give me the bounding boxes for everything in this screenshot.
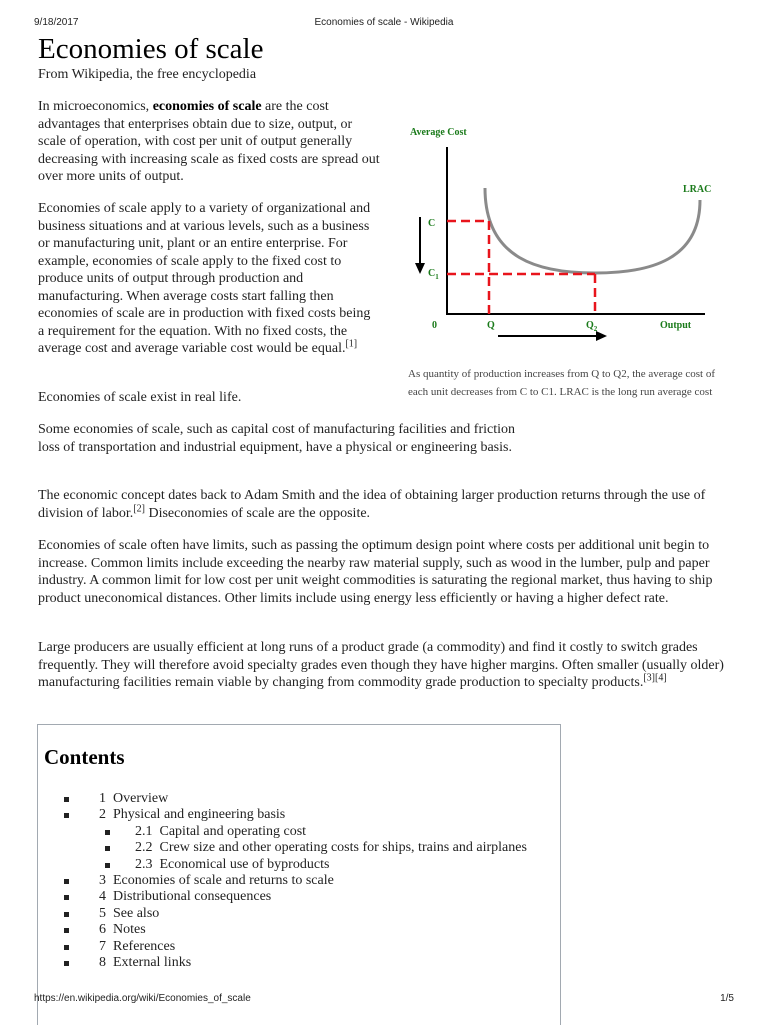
paragraph-adam-smith (38, 487, 728, 522)
toc-number: 8 (99, 954, 106, 970)
toc-bullet (64, 879, 69, 884)
toc-label: Physical and engineering basis (113, 807, 286, 823)
paragraph-diseconomies-text: Diseconomies of scale are the opposite. (144, 505, 371, 521)
lrac-curve (485, 188, 700, 273)
term-economies-of-scale: economies of scale (152, 99, 262, 114)
paragraph-intro-start: In microeconomics, (38, 99, 153, 114)
toc-subitem[interactable] (38, 840, 527, 856)
toc-bullet (64, 928, 69, 933)
print-footer (34, 993, 734, 1007)
toc-bullet (105, 846, 110, 851)
label-q2-sub: 2 (593, 325, 598, 333)
label-c: C (428, 218, 436, 229)
toc-item[interactable] (38, 889, 527, 905)
toc-list (38, 791, 527, 971)
toc-label: See also (113, 905, 160, 921)
down-arrow-icon (415, 263, 425, 274)
toc-bullet (64, 797, 69, 802)
toc-item[interactable] (38, 939, 527, 955)
paragraph-adam-smith-text: The economic concept dates back to Adam Smith and the idea of obtaining larger production returns through the use of division of labor. (38, 488, 706, 521)
label-c1 (428, 268, 439, 281)
toc-item[interactable] (38, 873, 527, 889)
paragraph-applications-text: Economies of scale apply to a variety of organizational and business situations and at various levels, such as a business or manufacturing unit, plant or an entire enterprise. For example, economies of scale apply to the fixed cost to produce units of output through production and manufacturing. When average costs start falling then economies of scale are in production with fixed costs being a requirement for the equation. With no fixed costs, the average cost and average variable cost would be equal. (38, 201, 371, 356)
citation-link-3[interactable]: [3] (643, 672, 655, 684)
lrac-figure (400, 120, 730, 420)
toc-label: Capital and operating cost (159, 823, 307, 839)
toc-bullet (64, 961, 69, 966)
toc-item[interactable] (38, 906, 527, 922)
table-of-contents (37, 724, 561, 1025)
paragraph-large-producers (38, 639, 738, 692)
paragraph-real-life: Economies of scale exist in real life. (38, 390, 242, 405)
lrac-diagram (400, 120, 730, 360)
toc-bullet (64, 912, 69, 917)
toc-label: Economies of scale and returns to scale (113, 872, 334, 888)
x-axis-label: Output (660, 320, 692, 331)
label-q2 (586, 320, 598, 333)
toc-subitem[interactable] (38, 824, 527, 840)
paragraph-large-producers-text: Large producers are usually efficient at long runs of a product grade (a commodity) and find it costly to switch grades frequently. They will therefore avoid specialty grades even though they have higher margins. Often smaller (usually older) manufacturing facilities remain viable by changing from commodity grade production to specialty products. (38, 640, 724, 690)
figure-caption: As quantity of production increases from Q to Q2, the average cost of each unit decreases from C to C1. LRAC is the long run average cost (408, 368, 715, 398)
paragraph-limits: Economies of scale often have limits, such as passing the optimum design point where costs per additional unit begin to increase. Common limits include exceeding the nearby raw material supply, such as wood in the lumber, pulp and paper industry. A common limit for low cost per unit weight commodities is saturating the regional market, thus having to ship product uneconomical distances. Other limits include using energy less efficiently or having a higher defect rate. (38, 538, 713, 606)
toc-label: Distributional consequences (113, 889, 272, 905)
toc-item[interactable] (38, 922, 527, 938)
curve-label-lrac: LRAC (683, 184, 712, 195)
toc-subitem[interactable] (38, 857, 527, 873)
toc-number: 5 (99, 905, 106, 921)
label-q2-main: Q (586, 320, 594, 331)
toc-bullet (105, 863, 110, 868)
toc-label: References (113, 938, 176, 954)
toc-number: 4 (99, 889, 106, 905)
toc-label: Crew size and other operating costs for ships, trains and airplanes (159, 840, 527, 856)
tagline: From Wikipedia, the free encyclopedia (38, 67, 257, 82)
paragraph-applications (38, 200, 380, 358)
paragraph-physical-basis: Some economies of scale, such as capital cost of manufacturing facilities and friction loss of transportation and industrial equipment, have a physical or engineering basis. (38, 422, 516, 455)
citation-link-4[interactable]: [4] (655, 672, 667, 684)
toc-number: 2.2 (135, 840, 153, 856)
toc-label: External links (113, 954, 192, 970)
toc-number: 1 (99, 791, 106, 806)
citation-link-2[interactable]: [2] (133, 502, 145, 514)
toc-number: 2 (99, 807, 106, 823)
toc-label: Economical use of byproducts (159, 856, 330, 872)
toc-label: Overview (113, 791, 169, 806)
label-c1-main: C (428, 268, 436, 279)
label-origin: 0 (432, 320, 437, 331)
toc-item[interactable] (38, 955, 527, 971)
print-header (34, 17, 734, 31)
y-axis-label: Average Cost (410, 127, 467, 138)
toc-bullet (64, 813, 69, 818)
paragraph-intro-rest: are the cost advantages that enterprises obtain due to size, output, or scale of operation, with cost per unit of output generally decreasing with increasing scale as fixed costs are spread out over more units of output. (38, 99, 380, 184)
print-doc-title: Economies of scale - Wikipedia (314, 17, 454, 28)
page-title: Economies of scale (38, 33, 264, 65)
print-url: https://en.wikipedia.org/wiki/Economies_of_scale (34, 993, 251, 1004)
toc-number: 3 (99, 872, 106, 888)
toc-item[interactable] (38, 791, 527, 807)
toc-number: 2.3 (135, 856, 153, 872)
toc-label: Notes (113, 922, 146, 938)
toc-number: 2.1 (135, 823, 153, 839)
toc-bullet (105, 830, 110, 835)
print-page-number: 1/5 (720, 993, 734, 1004)
toc-bullet (64, 945, 69, 950)
toc-number: 7 (99, 938, 106, 954)
toc-bullet (64, 895, 69, 900)
toc-title: Contents (44, 745, 125, 769)
paragraph-intro (38, 98, 380, 186)
print-date: 9/18/2017 (34, 17, 79, 28)
label-q: Q (487, 320, 495, 331)
citation-link-1[interactable]: [1] (345, 338, 358, 350)
label-c1-sub: 1 (435, 273, 439, 281)
toc-number: 6 (99, 922, 106, 938)
toc-item[interactable] (38, 807, 527, 823)
right-arrow-icon (596, 331, 607, 341)
